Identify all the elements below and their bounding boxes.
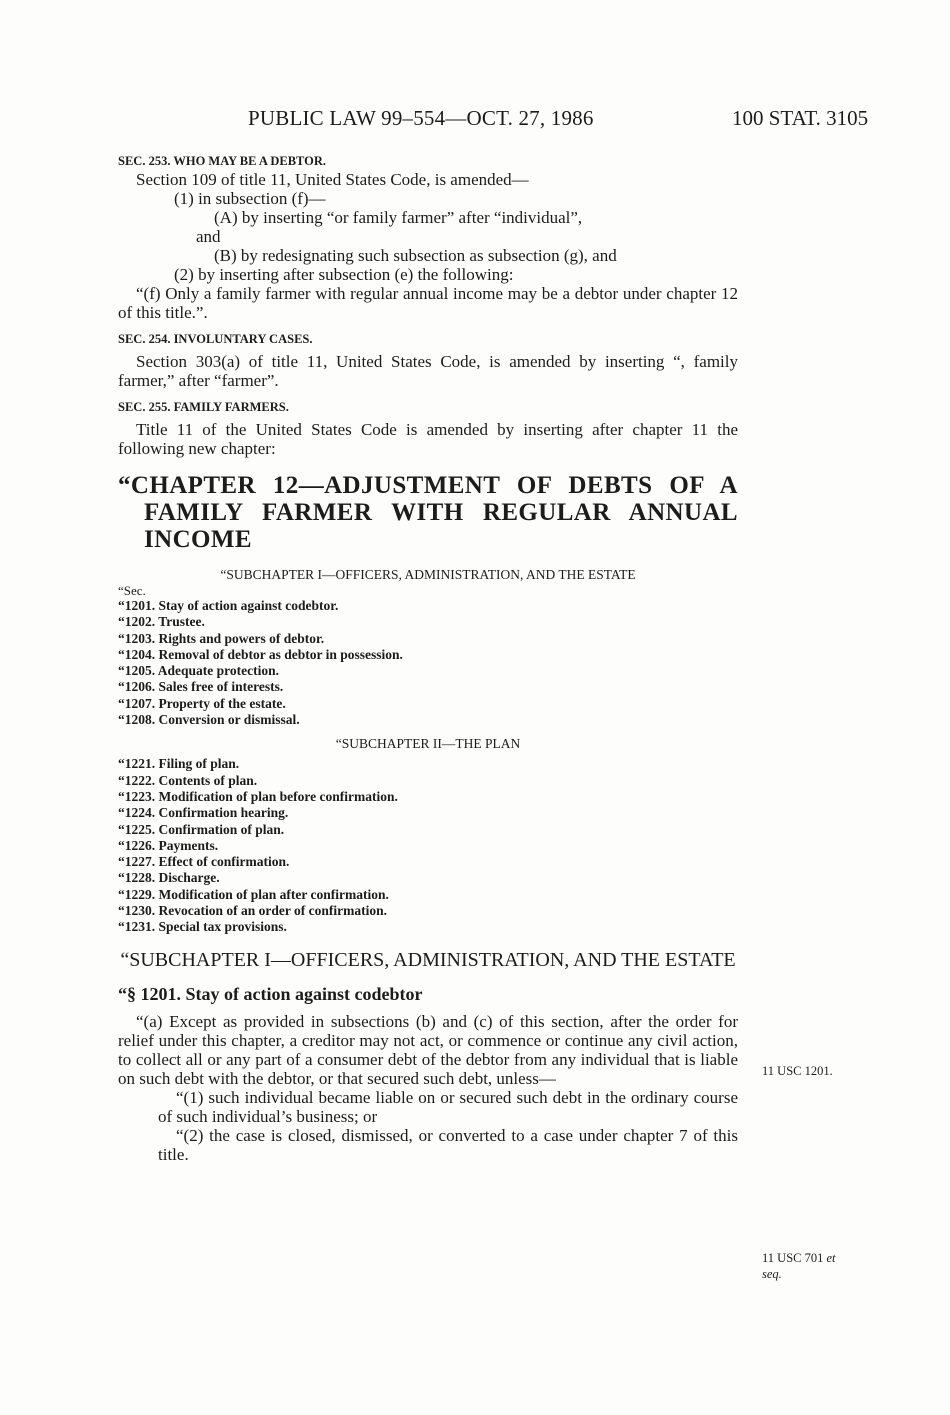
section-1201-heading: “§ 1201. Stay of action against codebtor bbox=[118, 983, 423, 1004]
margin-note-1201: 11 USC 1201. bbox=[762, 1064, 833, 1078]
toc-subchapter-2-list bbox=[118, 756, 738, 935]
margin-note-701-italic: et bbox=[826, 1251, 836, 1265]
sec-253-item-b: (B) by redesignating such subsection as subsection (g), and bbox=[214, 246, 617, 265]
toc-item-1226: “1226. Payments. bbox=[118, 837, 219, 853]
section-1201-item-2: “(2) the case is closed, dismissed, or converted to a case under chapter 7 of this title. bbox=[158, 1125, 738, 1164]
toc-item-1229: “1229. Modification of plan after confirmation. bbox=[118, 886, 389, 902]
page-header-title: PUBLIC LAW 99–554—OCT. 27, 1986 bbox=[248, 106, 594, 130]
margin-note-701 bbox=[762, 1250, 836, 1282]
sec-253-item-2: (2) by inserting after subsection (e) the following: bbox=[174, 265, 514, 284]
toc-item-1208: “1208. Conversion or dismissal. bbox=[118, 712, 300, 728]
sec-253-item-a bbox=[118, 208, 738, 246]
subchapter-1-title: “SUBCHAPTER I—OFFICERS, ADMINISTRATION, AND THE ESTATE bbox=[120, 948, 736, 971]
section-1201-item-1: “(1) such individual became liable on or secured such debt in the ordinary course of such individual’s business; or bbox=[158, 1087, 738, 1126]
toc-item-1222: “1222. Contents of plan. bbox=[118, 772, 258, 788]
toc-subchapter-1-title: “SUBCHAPTER I—OFFICERS, ADMINISTRATION, AND THE ESTATE bbox=[220, 567, 636, 582]
toc-item-1205: “1205. Adequate protection. bbox=[118, 663, 279, 679]
toc-item-1202: “1202. Trustee. bbox=[118, 614, 205, 630]
sec-253-item-1: (1) in subsection (f)— bbox=[174, 189, 326, 208]
toc-item-1206: “1206. Sales free of interests. bbox=[118, 679, 284, 695]
sec-253-intro: Section 109 of title 11, United States Code, is amended— bbox=[136, 170, 529, 189]
chapter-12-title: “CHAPTER 12—ADJUSTMENT OF DEBTS OF A FAMILY FARMER WITH REGULAR ANNUAL INCOME bbox=[118, 472, 738, 553]
toc-item-1204: “1204. Removal of debtor as debtor in possession. bbox=[118, 646, 403, 662]
sec-253-quote: “(f) Only a family farmer with regular annual income may be a debtor under chapter 12 of this title.”. bbox=[118, 284, 738, 322]
toc-item-1228: “1228. Discharge. bbox=[118, 870, 220, 886]
toc-sec-label: “Sec. bbox=[118, 583, 146, 598]
toc-subchapter-2-title: “SUBCHAPTER II—THE PLAN bbox=[335, 736, 521, 752]
sec-254-text: Section 303(a) of title 11, United States Code, is amended by inserting “, family farmer,” after “farmer”. bbox=[118, 352, 738, 390]
sec-253-item-a-line2: and bbox=[196, 227, 221, 246]
toc-subchapter-1-list bbox=[118, 598, 738, 728]
toc-item-1207: “1207. Property of the estate. bbox=[118, 695, 286, 711]
margin-note-701-main: 11 USC 701 bbox=[762, 1251, 824, 1265]
toc-item-1221: “1221. Filing of plan. bbox=[118, 756, 240, 772]
sec-253-heading: SEC. 253. WHO MAY BE A DEBTOR. bbox=[118, 154, 327, 168]
sec-253-item-a-line1: (A) by inserting “or family farmer” after “individual”, bbox=[214, 208, 583, 227]
sec-254-heading: SEC. 254. INVOLUNTARY CASES. bbox=[118, 332, 313, 346]
toc-item-1230: “1230. Revocation of an order of confirmation. bbox=[118, 903, 387, 919]
sec-255-heading: SEC. 255. FAMILY FARMERS. bbox=[118, 400, 289, 414]
toc-item-1225: “1225. Confirmation of plan. bbox=[118, 821, 285, 837]
toc-item-1224: “1224. Confirmation hearing. bbox=[118, 805, 289, 821]
document-body bbox=[118, 152, 738, 1164]
toc-item-1231: “1231. Special tax provisions. bbox=[118, 919, 287, 935]
margin-note-701-line2: seq. bbox=[762, 1267, 782, 1281]
toc-item-1223: “1223. Modification of plan before confirmation. bbox=[118, 788, 398, 804]
toc-item-1227: “1227. Effect of confirmation. bbox=[118, 854, 290, 870]
page-header-stat: 100 STAT. 3105 bbox=[732, 106, 869, 130]
toc-item-1203: “1203. Rights and powers of debtor. bbox=[118, 630, 325, 646]
sec-255-text: Title 11 of the United States Code is amended by inserting after chapter 11 the following new chapter: bbox=[118, 420, 738, 458]
section-1201-para-a: “(a) Except as provided in subsections (b) and (c) of this section, after the order for relief under this chapter, a creditor may not act, or commence or continue any civil action, to collect all or any part of a consumer debt of the debtor from any individual that is liable on such debt with the debtor, or that secured such debt, unless— bbox=[118, 1011, 738, 1088]
toc-item-1201: “1201. Stay of action against codebtor. bbox=[118, 598, 339, 613]
